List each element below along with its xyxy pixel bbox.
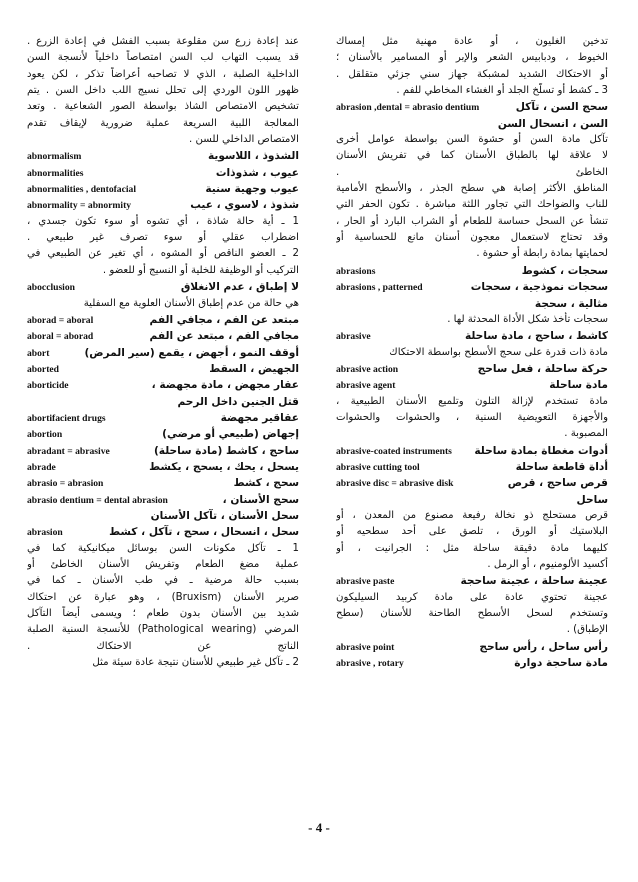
definition-line: تشخيص الامتصاص الشاذ بواسطة الصور الشعاعية . وتعد — [27, 101, 299, 113]
entry-term-en: abrasive-coated instruments — [336, 445, 452, 457]
entry-heading — [336, 443, 608, 459]
definition-line: البلاستيك أو الورق ، تلصق على أحد سطحيه أو — [336, 526, 608, 538]
entry-term-en: abrasion ,dental = abrasio dentium — [336, 102, 480, 114]
entry-heading — [336, 361, 608, 377]
entry-heading — [27, 459, 299, 475]
entry-term-en: abortifacient drugs — [27, 412, 106, 424]
entry-term-en: abort — [27, 347, 50, 359]
entry-heading — [27, 345, 299, 361]
entry-term-en: abnormality = abnormity — [27, 200, 132, 212]
definition-line: المعالجة اللبية السريعة عملية ضرورية لإيقاف تقدم — [27, 117, 299, 129]
right-column — [336, 34, 608, 671]
definition-line: أكسيد الألومنيوم ، أو الرمل . — [487, 559, 608, 570]
entry-term-continuation: مثالية ، سحجة — [534, 297, 608, 310]
entry-term-ar: قرص ساحج ، قرص — [507, 477, 608, 490]
entry-term-ar: إجهاض (طبيعي أو مرضي) — [162, 428, 299, 441]
entry-heading — [27, 181, 299, 197]
entry-heading — [27, 312, 299, 328]
definition-line: للناب والضواحك التي تجاور اللثة مباشرة . تكون الحفر التي — [336, 199, 608, 211]
entry-heading — [27, 279, 299, 295]
entry-term-ar: الجهيض ، السقط — [209, 362, 299, 375]
entry-term-en: abocclusion — [27, 282, 75, 294]
entry-term-ar: سحل ، انسحال ، سحج ، تآكل ، كشط — [109, 526, 299, 539]
entry-heading — [336, 459, 608, 475]
entry-term-ar: مجافي الفم ، مبتعد عن الفم — [149, 330, 299, 343]
definition-line: تآكل مادة السن أو حشوة السن بواسطة عوامل أخرى — [336, 134, 608, 146]
entry-term-ar: رأس ساحل ، رأس ساحج — [479, 640, 608, 653]
definition-line: الامتصاص الداخلي للسن . — [189, 134, 299, 146]
definition-line: عند إعادة زرع سن مقلوعة بسبب الفشل في إعادة الزرع . — [27, 36, 299, 47]
entry-term-ar: شذوذ ، لاسوي ، عيب — [190, 199, 299, 212]
definition-line: شديد بين الأسنان بدون طعام ؛ ويسمى أيضاً التآكل — [27, 608, 299, 620]
entry-term-en: abrade — [27, 461, 56, 473]
entry-heading — [27, 443, 299, 459]
definition-line: 2 ـ تآكل غير طبيعي للأسنان نتيجة عادة سيئة مثل — [92, 657, 299, 669]
definition-line: بسبب حالة مرضية ـ في طب الأسنان ـ كما في — [27, 575, 299, 587]
entry-term-ar: سحج ، كشط — [233, 477, 299, 490]
entry-heading — [336, 99, 608, 115]
definition-line: ظهور اللون الوردي إلى تحلل نسيج اللب داخل السن . يتم — [27, 85, 299, 97]
entry-term-en: abrasio = abrasion — [27, 478, 104, 490]
definition-line: هي حالة من عدم إطباق الأسنان العلوية مع السفلية — [83, 297, 299, 309]
entry-term-ar: أوقف النمو ، أجهض ، يقمع (سير المرض) — [84, 346, 299, 359]
entry-term-en: aborad = aboral — [27, 314, 94, 326]
entry-heading — [336, 328, 608, 344]
definition-line: وقد تحتاج لاستعمال معجون أسنان مانع للحساسية أو — [336, 232, 608, 244]
entry-term-en: abrasive paste — [336, 576, 395, 588]
entry-heading — [336, 475, 608, 491]
definition-line: الإطباق) . — [566, 624, 608, 636]
entry-heading — [27, 377, 299, 393]
entry-term-en: abrasio dentium = dental abrasion — [27, 494, 168, 506]
definition-line: مادة تستخدم لإزالة التلون وتلميع الأسنان الطبيعية ، — [336, 395, 608, 407]
entry-heading — [27, 328, 299, 344]
definition-line: صرير الأسنان (Bruxism) ، وهو عبارة عن احتكاك — [27, 591, 299, 603]
entry-term-ar: سحج السن ، تآكل — [515, 101, 608, 114]
definition-line: سحجات تأخذ شكل الأداة المحدثة لها . — [447, 313, 608, 325]
entry-term-ar: عقار مجهض ، مادة مجهضة ، — [151, 379, 299, 392]
entry-term-en: abnormalism — [27, 151, 82, 163]
entry-term-en: abnormalities — [27, 167, 84, 179]
entry-heading — [336, 377, 608, 393]
definition-line: عملية مضغ الطعام وتفريش الأسنان الخاطئ أو — [27, 559, 299, 570]
definition-line: قرص مستحلج ذو نخالة رفيعة مصنوع من المعدن ، أو — [336, 509, 608, 521]
entry-term-ar: عيوب وجهية سنية — [205, 183, 299, 196]
entry-heading — [27, 165, 299, 181]
entry-term-en: aborticide — [27, 380, 69, 392]
entry-heading — [336, 573, 608, 589]
definition-line: مادة ذات قدرة على سحج الأسطح بواسطة الاحتكاك — [389, 346, 608, 358]
entry-term-ar: مادة ساحلة — [549, 379, 608, 392]
entry-heading — [27, 475, 299, 491]
entry-heading — [27, 524, 299, 540]
entry-term-ar: عقاقير مجهضة — [220, 411, 299, 424]
entry-term-ar: حركة ساحلة ، فعل ساحج — [477, 362, 608, 375]
entry-term-ar: يسحل ، يحك ، يسحج ، يكشط — [149, 460, 299, 473]
entry-term-en: abrasive point — [336, 641, 395, 653]
entry-heading — [27, 197, 299, 213]
entry-term-en: abrasion — [27, 527, 63, 539]
definition-line: المرضي (Pathological wearing) للأنسجة السنية الصلبة — [27, 624, 299, 636]
definition-line: الخيوط ، ودبابيس الشعر والإبر أو المسامير بالأسنان ؛ — [336, 52, 608, 64]
entry-term-continuation: سحل الأسنان ، تآكل الأسنان — [150, 509, 299, 522]
definition-line: 1 ـ تآكل مكونات السن بوسائل ميكانيكية كما في — [27, 542, 299, 554]
entry-heading — [27, 410, 299, 426]
entry-term-ar: عجينة ساحلة ، عجينة ساحجة — [460, 575, 608, 588]
definition-line: التركيب أو الوظيفة للخلية أو النسيج أو للعضو . — [102, 264, 299, 276]
definition-line: المصبوبة . — [564, 428, 608, 440]
definition-line: 3 ـ كشط أو تسلُّخ الجلد أو الغشاء المخاطي للفم . — [396, 85, 608, 97]
entry-term-ar: لا إطباق ، عدم الانغلاق — [180, 281, 299, 294]
entry-term-continuation: قتل الجنين داخل الرحم — [177, 395, 299, 408]
entry-term-ar: عيوب ، شذوذات — [215, 166, 299, 179]
entry-term-en: abrasive disc = abrasive disk — [336, 478, 454, 490]
definition-line: عجينة تحتوي عادة على مادة كربيد السيليكون — [336, 591, 608, 603]
definition-line: تنشأ عن السحل حساسة للطعام أو الشراب البارد أو الحار ، — [336, 215, 608, 227]
entry-term-en: abrasive — [336, 331, 371, 343]
entry-heading — [336, 279, 608, 295]
entry-heading — [27, 426, 299, 442]
entry-term-en: abnormalities , dentofacial — [27, 184, 136, 196]
entry-heading — [336, 655, 608, 671]
definition-line: الناتج عن الاحتكاك . — [27, 640, 299, 652]
entry-term-en: abrasions , patterned — [336, 282, 423, 294]
definition-line: لا علاقة لها بالطباق الأسنان كما في تفريش الأسنان — [336, 150, 608, 162]
entry-term-en: abrasive cutting tool — [336, 461, 420, 473]
definition-line: تدخين الغليون ، أو عادة مهنية مثل إمساك — [336, 36, 608, 47]
definition-line: 1 ـ أية حالة شاذة ، أي تشوه أو سوء تكون جسدي ، — [27, 215, 299, 227]
entry-term-en: abradant = abrasive — [27, 445, 110, 457]
definition-line: الداخلية الصلبة ، الذي لا تصاحبه أعراضاً تذكر ، لكن يعود — [27, 68, 299, 80]
entry-term-en: aboral = aborad — [27, 331, 94, 343]
entry-term-en: abrasive , rotary — [336, 658, 404, 670]
definition-line: أو الاحتكاك الشديد لمشبكة جهاز سني جزئي متقلقل . — [336, 68, 608, 80]
entry-term-en: abrasive action — [336, 363, 399, 375]
entry-term-en: abrasions — [336, 265, 376, 277]
entry-term-en: aborted — [27, 363, 59, 375]
entry-term-ar: سحجات ، كشوط — [521, 264, 608, 277]
definition-line: كليهما مادة دقيقة ساحلة مثل : الجرانيت ، أو — [336, 542, 608, 554]
definition-line: اضطراب عقلي أو سوء تصرف غير طبيعي . — [27, 232, 299, 244]
definition-line: الخاطئ . — [336, 166, 608, 178]
entry-heading — [336, 263, 608, 279]
definition-line: قد يسبب التهاب لب السن امتصاصاً داخلياً لأنسجة السن — [27, 52, 299, 64]
entry-term-continuation: السن ، انسحال السن — [497, 117, 608, 130]
entry-heading — [27, 148, 299, 164]
entry-term-en: abortion — [27, 429, 63, 441]
entry-term-ar: مادة ساحجة دوارة — [514, 657, 608, 670]
entry-heading — [336, 639, 608, 655]
entry-term-ar: مبتعد عن الفم ، مجافي الفم — [149, 313, 299, 326]
entry-term-continuation: ساحل — [576, 493, 608, 506]
page-number: - 4 - — [308, 820, 330, 835]
definition-line: والأجهزة التعويضية السنية ، والحشوات والحشوات — [336, 411, 608, 423]
entry-term-ar: سحجات نموذجية ، سحجات — [470, 281, 608, 294]
entry-term-ar: كاشط ، ساحج ، مادة ساحلة — [464, 330, 608, 343]
entry-heading — [27, 361, 299, 377]
entry-term-ar: أداة قاطعة ساحلة — [515, 460, 608, 473]
entry-term-ar: سحج الأسنان ، — [222, 493, 299, 506]
definition-line: المناطق الأكثر إصابة هي سطح الجذر ، والأسطح الأمامية — [336, 183, 608, 195]
left-column — [27, 34, 299, 671]
entry-term-en: abrasive agent — [336, 380, 396, 392]
definition-line: لحمايتها بمادة رابطة أو حشوة . — [476, 248, 608, 260]
entry-term-ar: ساحج ، كاشط (مادة ساحلة) — [153, 444, 299, 457]
definition-line: وتستخدم لسحل الأسطح الطاحنة للأسنان (سطح — [336, 608, 608, 620]
entry-term-ar: الشذوذ ، اللاسوية — [207, 150, 299, 163]
entry-heading — [27, 492, 299, 508]
entry-term-ar: أدوات مغطاة بمادة ساحلة — [474, 444, 608, 457]
definition-line: 2 ـ العضو الناقص أو المشوه ، أي تغير عن الطبيعي في — [27, 248, 299, 260]
